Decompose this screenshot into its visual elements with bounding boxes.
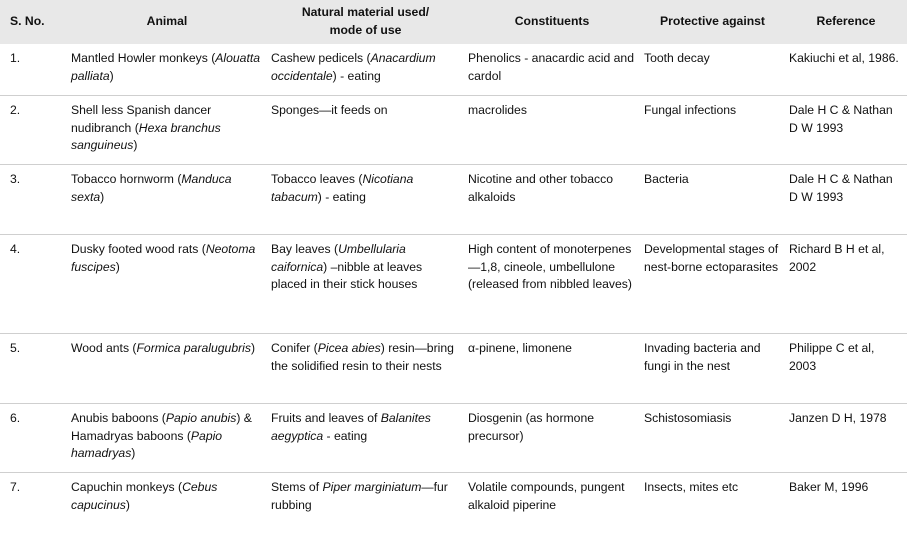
species-name: Picea abies [317,341,381,355]
cell-protective: Schistosomiasis [644,411,732,425]
table-row [0,404,907,473]
cell-material: Tobacco leaves (Nicotiana tabacum) - eating [271,172,414,204]
cell-reference: Baker M, 1996 [789,480,869,494]
species-name: Alouatta palliata [71,51,261,83]
cell-material: Bay leaves (Umbellularia caifornica) –nibble at leaves placed in their stick houses [271,242,423,292]
cell-protective: Tooth decay [644,51,710,65]
cell-sno: 1. [10,51,21,65]
header-animal: Animal [146,14,188,29]
species-name: Formica paralugubris [136,341,251,355]
cell-animal: Capuchin monkeys (Cebus capucinus) [71,480,218,512]
cell-animal: Shell less Spanish dancer nudibranch (Hexa branchus sanguineus) [71,103,221,153]
cell-material: Cashew pedicels (Anacardium occidentale) - eating [271,51,436,83]
table-row [0,334,907,404]
header-material: Natural material used/ mode of use [301,5,430,37]
species-name: Hexa branchus sanguineus [71,120,221,153]
cell-protective: Fungal infections [644,103,737,117]
cell-sno: 4. [10,242,21,256]
cell-reference: Richard B H et al, 2002 [789,242,885,274]
species-name: Umbellularia caifornica [271,242,406,274]
table-row [0,235,907,334]
cell-reference: Kakiuchi et al, 1986. [789,51,899,65]
cell-material: Conifer (Picea abies) resin—bring the solidified resin to their nests [271,341,454,373]
species-name: Papio anubis [165,411,237,425]
cell-constituents: Nicotine and other tobacco alkaloids [468,172,613,204]
species-name: Papio hamadryas [71,428,223,461]
cell-animal: Anubis baboons (Papio anubis) & Hamadryas baboons (Papio hamadryas) [71,411,252,461]
cell-sno: 3. [10,172,21,186]
cell-constituents: α-pinene, limonene [468,341,572,355]
cell-constituents: High content of monoterpenes—1,8, cineole, umbellulone (released from nibbled leaves) [468,242,632,292]
cell-constituents: macrolides [468,103,527,117]
cell-sno: 5. [10,341,21,355]
species-name: Neotoma fuscipes [71,242,256,274]
table-row [0,44,907,96]
header-constituents: Constituents [514,14,590,29]
cell-reference: Janzen D H, 1978 [789,411,887,425]
cell-sno: 7. [10,480,21,494]
cell-reference: Philippe C et al, 2003 [789,341,875,373]
cell-animal: Wood ants (Formica paralugubris) [71,341,256,355]
cell-protective: Bacteria [644,172,689,186]
table-row [0,473,907,537]
cell-constituents: Diosgenin (as hormone precursor) [468,411,595,443]
cell-animal: Tobacco hornworm (Manduca sexta) [71,172,232,204]
cell-material: Fruits and leaves of Balanites aegyptica - eating [271,411,431,443]
cell-sno: 6. [10,411,21,425]
cell-protective: Invading bacteria and fungi in the nest [644,341,761,373]
cell-animal: Dusky footed wood rats (Neotoma fuscipes) [71,242,256,274]
cell-reference: Dale H C & Nathan D W 1993 [789,172,893,204]
species-name: Anacardium occidentale [271,51,436,83]
cell-protective: Developmental stages of nest-borne ectoparasites [644,242,779,274]
table-row [0,165,907,235]
species-name: Piper marginiatum [322,480,422,494]
species-name: Manduca sexta [71,172,232,204]
cell-sno: 2. [10,103,21,117]
species-name: Balanites aegyptica [271,411,431,443]
table-row [0,96,907,165]
cell-constituents: Volatile compounds, pungent alkaloid piperine [468,480,625,512]
cell-material: Stems of Piper marginiatum—fur rubbing [271,480,448,512]
cell-material: Sponges—it feeds on [271,103,388,117]
species-name: Nicotiana tabacum [271,172,414,204]
cell-animal: Mantled Howler monkeys (Alouatta palliata) [71,51,261,83]
species-name: Cebus capucinus [71,480,218,512]
header-protective: Protective against [660,14,765,29]
cell-constituents: Phenolics - anacardic acid and cardol [468,51,634,83]
cell-protective: Insects, mites etc [644,480,739,494]
header-sno: S. No. [10,14,45,29]
header-row [0,0,907,44]
header-reference: Reference [816,14,876,29]
cell-reference: Dale H C & Nathan D W 1993 [789,103,893,135]
